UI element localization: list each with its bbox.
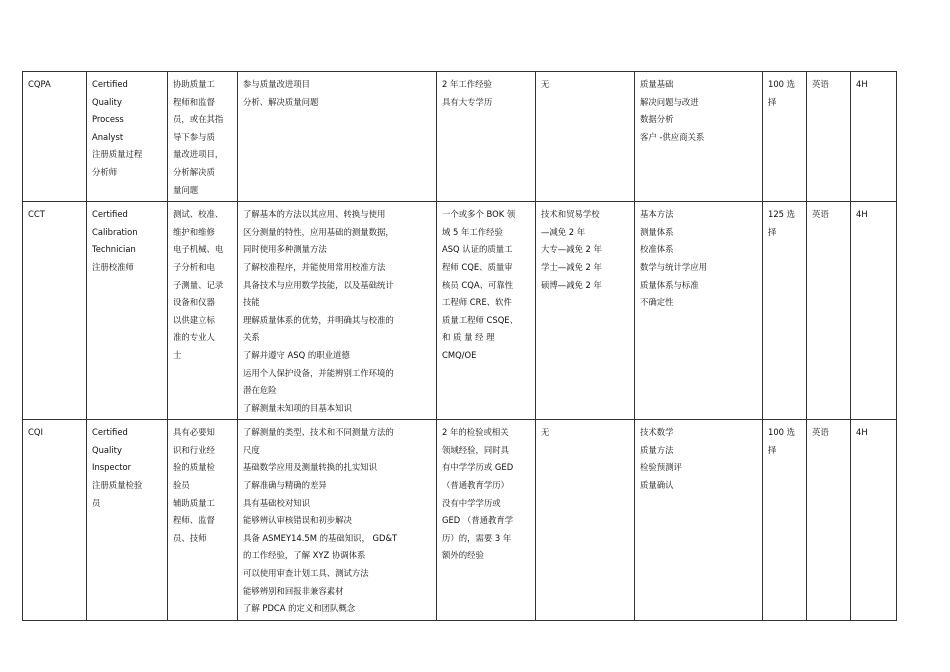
requirement-cell: [437, 420, 536, 621]
language-cell: [807, 202, 851, 420]
requirement-line: 领域经验，同时具: [442, 444, 509, 455]
knowledge-line: 基础数学应用及测量转换的扎实知识: [243, 462, 377, 473]
requirement-line: 一个或多个 BOK 领: [442, 209, 516, 220]
language-cell: [807, 72, 851, 202]
table-body: [23, 72, 897, 621]
role-cell: [168, 72, 238, 202]
requirement-line: 没有中学学历或: [442, 497, 501, 508]
bok-line: 校准体系: [640, 244, 674, 255]
knowledge-line: 同时使用多种测量方法: [243, 244, 327, 255]
knowledge-line: 关系: [243, 332, 260, 343]
knowledge-line: 区分测量的特性，应用基础的测量数据，: [243, 226, 394, 237]
role-line: 程师和监督: [173, 96, 215, 107]
duration-cell: [851, 202, 897, 420]
bok-line: 检验预测评: [640, 462, 682, 473]
bok-line: 质量确认: [640, 480, 674, 491]
cert-name-cell: [87, 202, 168, 420]
bok-line: 客户 -供应商关系: [640, 131, 705, 142]
exam-line: 100 选: [768, 79, 796, 89]
waiver-cell: [536, 420, 635, 621]
knowledge-line: 了解并遵守 ASQ 的职业道德: [243, 349, 350, 360]
requirement-line: 质量工程师 CSQE、: [442, 314, 518, 325]
exam-cell: [763, 202, 807, 420]
exam-line: 100 选: [768, 427, 796, 438]
knowledge-line: 能够辨认审核错误和初步解决: [243, 515, 352, 526]
cert-name-en-line: Certified: [92, 427, 128, 438]
requirement-line: 额外的经验: [442, 550, 484, 561]
role-line: 协助质量工: [173, 79, 215, 89]
role-line: 子测量、记录: [173, 279, 224, 290]
knowledge-line: 可以使用审查计划工具、测试方法: [243, 568, 369, 579]
bok-line: 测量体系: [640, 226, 674, 237]
exam-language: 英语: [812, 79, 829, 89]
knowledge-line: 参与质量改进项目: [243, 79, 310, 89]
cert-name-zh-line: 注册质量过程: [92, 149, 143, 160]
role-line: 员，或在其指: [173, 114, 224, 125]
language-cell: [807, 420, 851, 621]
exam-line: 择: [768, 226, 777, 237]
requirement-line: 有中学学历或 GED: [442, 462, 514, 473]
requirement-line: 工程师 CRE、软件: [442, 297, 512, 308]
table-row: [23, 420, 897, 621]
cert-code-cell: [23, 72, 87, 202]
role-cell: [168, 420, 238, 621]
knowledge-line: 具备 ASMEY14.5M 的基础知识， GD&T: [243, 532, 398, 543]
knowledge-line: 了解测量的类型、技术和不同测量方法的: [243, 427, 394, 438]
exam-cell: [763, 420, 807, 621]
knowledge-cell: [238, 202, 437, 420]
requirement-line: CMQ/OE: [442, 349, 477, 360]
role-line: 量问题: [173, 184, 199, 195]
requirement-line: （普通教育学历）: [442, 480, 509, 491]
cert-name-en-line: Certified: [92, 209, 128, 220]
role-line: 以供建立标: [173, 314, 215, 325]
role-line: 识和行业经: [173, 444, 215, 455]
knowledge-cell: [238, 420, 437, 621]
waiver-cell: [536, 72, 635, 202]
knowledge-line: 潜在危险: [243, 385, 277, 396]
role-line: 士: [173, 349, 182, 360]
cert-name-en-line: Inspector: [92, 462, 132, 473]
cert-code: CQI: [28, 427, 43, 438]
exam-line: 择: [768, 444, 777, 455]
role-line: 员、技师: [173, 532, 207, 543]
waiver-line: 无: [541, 79, 550, 89]
knowledge-line: 具备技术与应用数学技能，以及基础统计: [243, 279, 394, 290]
body-of-knowledge-cell: [635, 202, 763, 420]
requirement-line: 域 5 年工作经验: [442, 226, 503, 237]
cert-name-cell: [87, 72, 168, 202]
requirement-line: 历）的，需要 3 年: [442, 532, 512, 543]
knowledge-line: 理解质量体系的优势，并明确其与校准的: [243, 314, 394, 325]
requirement-cell: [437, 202, 536, 420]
cert-name-en-line: Quality: [92, 444, 122, 455]
bok-line: 质量方法: [640, 444, 674, 455]
cert-name-en-line: Process: [92, 114, 124, 125]
exam-cell: [763, 72, 807, 202]
duration-cell: [851, 420, 897, 621]
knowledge-line: 分析、解决质量问题: [243, 96, 319, 107]
requirement-line: 具有大专学历: [442, 96, 493, 107]
role-line: 维护和维修: [173, 226, 215, 237]
requirement-line: 和 质 量 经 理: [442, 332, 495, 343]
role-line: 具有必要知: [173, 427, 215, 438]
role-line: 测试、校准、: [173, 209, 224, 220]
bok-line: 技术数学: [640, 427, 674, 438]
cert-name-zh-line: 注册质量检验: [92, 480, 143, 491]
cert-name-zh-line: 员: [92, 497, 101, 508]
knowledge-line: 的工作经验，了解 XYZ 协调体系: [243, 550, 366, 561]
waiver-line: 学士—减免 2 年: [541, 261, 602, 272]
cert-name-en-line: Calibration: [92, 226, 138, 237]
role-cell: [168, 202, 238, 420]
role-line: 子分析和电: [173, 261, 215, 272]
role-line: 辅助质量工: [173, 497, 215, 508]
knowledge-cell: [238, 72, 437, 202]
role-line: 电子机械、电: [173, 244, 224, 255]
exam-language: 英语: [812, 427, 829, 438]
exam-line: 择: [768, 96, 777, 107]
knowledge-line: 能够辨别和回报非兼容素材: [243, 585, 344, 596]
certification-table: [22, 71, 897, 621]
requirement-line: GED （普通教育学: [442, 515, 514, 526]
role-line: 分析解决质: [173, 166, 215, 177]
knowledge-line: 运用个人保护设备，并能辨别工作环境的: [243, 367, 394, 378]
cert-name-cell: [87, 420, 168, 621]
waiver-line: 无: [541, 427, 550, 438]
table-row: [23, 202, 897, 420]
exam-duration: 4H: [856, 209, 868, 220]
knowledge-line: 技能: [243, 297, 260, 308]
role-line: 导下参与质: [173, 131, 215, 142]
role-line: 验员: [173, 480, 190, 491]
body-of-knowledge-cell: [635, 420, 763, 621]
bok-line: 基本方法: [640, 209, 674, 220]
bok-line: 数学与统计学应用: [640, 261, 707, 272]
role-line: 量改进项目，: [173, 149, 224, 160]
bok-line: 质量基础: [640, 79, 674, 89]
waiver-line: —减免 2 年: [541, 226, 586, 237]
bok-line: 解决问题与改进: [640, 96, 699, 107]
bok-line: 质量体系与标准: [640, 279, 699, 290]
body-of-knowledge-cell: [635, 72, 763, 202]
table-row: [23, 72, 897, 202]
waiver-line: 大专—减免 2 年: [541, 244, 602, 255]
cert-code-cell: [23, 420, 87, 621]
exam-line: 125 选: [768, 209, 796, 220]
cert-code: CQPA: [28, 79, 51, 89]
role-line: 程师、监督: [173, 515, 215, 526]
requirement-line: ASQ 认证的质量工: [442, 244, 513, 255]
role-line: 设备和仪器: [173, 297, 215, 308]
requirement-line: 程师 CQE、质量审: [442, 261, 513, 272]
knowledge-line: 具有基础校对知识: [243, 497, 310, 508]
cert-name-zh-line: 分析师: [92, 166, 118, 177]
cert-name-en-line: Analyst: [92, 131, 124, 142]
waiver-cell: [536, 202, 635, 420]
knowledge-line: 了解测量未知项的目基本知识: [243, 402, 352, 413]
knowledge-line: 尺度: [243, 444, 260, 455]
bok-line: 不确定性: [640, 297, 674, 308]
bok-line: 数据分析: [640, 114, 674, 125]
cert-name-zh-line: 注册校准师: [92, 261, 134, 272]
exam-language: 英语: [812, 209, 829, 220]
exam-duration: 4H: [856, 427, 868, 438]
role-line: 验的质量检: [173, 462, 215, 473]
cert-code: CCT: [28, 209, 45, 220]
waiver-line: 硕博—减免 2 年: [541, 279, 602, 290]
requirement-line: 2 年工作经验: [442, 79, 492, 89]
requirement-line: 2 年的检验或相关: [442, 427, 509, 438]
cert-name-en-line: Quality: [92, 96, 122, 107]
waiver-line: 技术和贸易学校: [541, 209, 600, 220]
knowledge-line: 了解 PDCA 的定义和团队概念: [243, 603, 356, 614]
cert-name-en-line: Certified: [92, 79, 128, 89]
exam-duration: 4H: [856, 79, 868, 89]
knowledge-line: 了解基本的方法以其应用、转换与使用: [243, 209, 386, 220]
requirement-cell: [437, 72, 536, 202]
requirement-line: 核员 CQA、可靠性: [442, 279, 514, 290]
duration-cell: [851, 72, 897, 202]
knowledge-line: 了解准确与精确的差异: [243, 480, 327, 491]
knowledge-line: 了解校准程序，并能使用常用校准方法: [243, 261, 386, 272]
cert-name-en-line: Technician: [92, 244, 136, 255]
role-line: 准的专业人: [173, 332, 215, 343]
cert-code-cell: [23, 202, 87, 420]
